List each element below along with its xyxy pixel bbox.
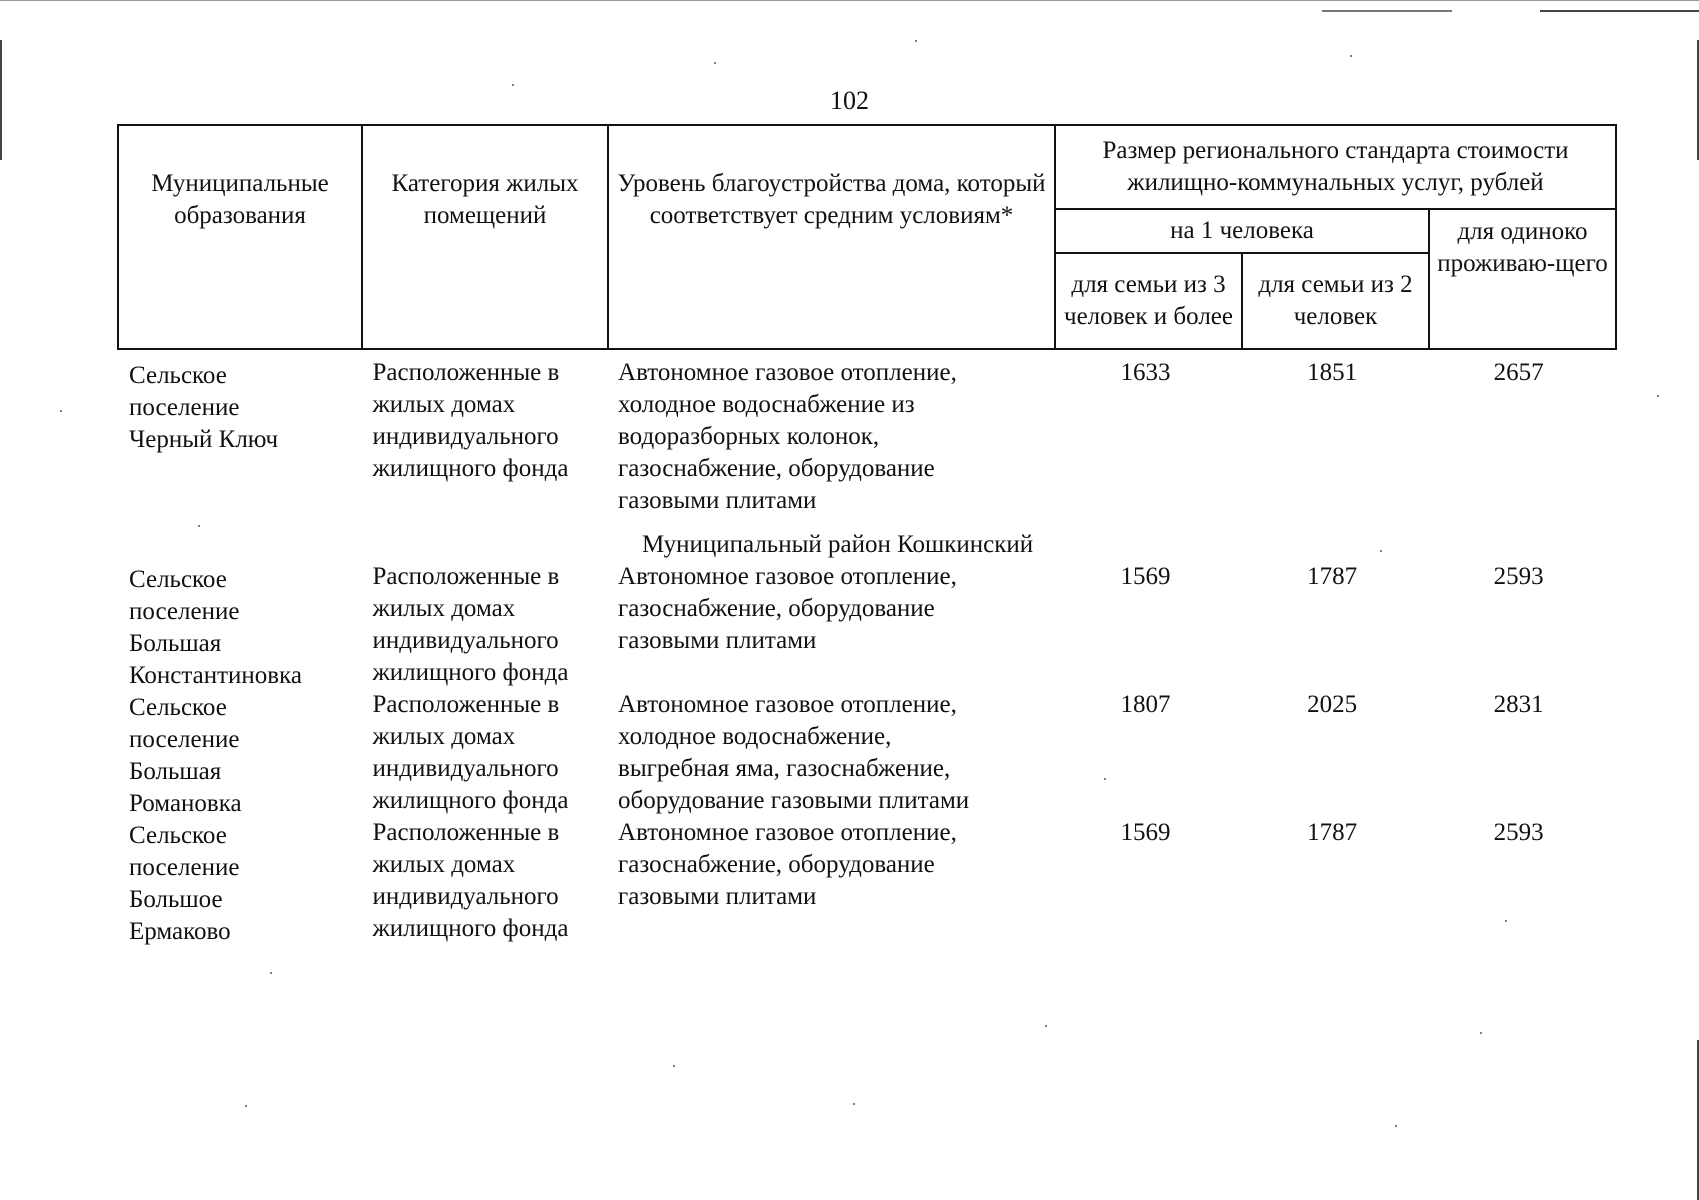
cell-family3: 1807 — [1120, 691, 1171, 718]
scan-speck — [673, 1065, 675, 1067]
scan-speck — [1045, 1025, 1047, 1027]
header-family3-label: для семьи из 3 человек и более — [1064, 271, 1233, 330]
cell-single: 2831 — [1493, 691, 1544, 718]
header-level — [608, 125, 1055, 349]
header-municipality-label: Муниципальные образования — [151, 170, 329, 229]
scan-speck — [270, 972, 272, 974]
cell-family2: 1787 — [1307, 819, 1358, 846]
cell-family3: 1569 — [1120, 819, 1171, 846]
header-single — [1429, 209, 1616, 349]
cell-category: Расположенные в жилых домах индивидуального жилищного фонда — [372, 691, 569, 814]
cell-level: Автономное газовое отопление, холодное водоснабжение из водоразборных колонок, газоснабжение, оборудование газовыми плитами — [618, 359, 957, 514]
scan-edge-line — [0, 40, 2, 160]
cell-family2: 2025 — [1307, 691, 1358, 718]
scan-speck — [714, 62, 716, 64]
scan-speck — [1480, 1032, 1482, 1034]
scan-speck — [915, 40, 917, 42]
cell-category: Расположенные в жилых домах индивидуального жилищного фонда — [372, 359, 569, 482]
header-category-label: Категория жилых помещений — [391, 170, 579, 229]
cell-family2: 1851 — [1307, 359, 1358, 386]
cell-family3: 1569 — [1120, 563, 1171, 590]
header-per-person-label: на 1 человека — [1170, 217, 1314, 244]
table-body — [117, 357, 1612, 945]
header-size — [1055, 125, 1616, 209]
table-header — [117, 124, 1617, 350]
cell-municipality: Сельское поселение Черный Ключ — [129, 362, 279, 453]
header-family3 — [1055, 253, 1242, 349]
scan-speck — [1657, 395, 1659, 397]
cell-level: Автономное газовое отопление, газоснабжение, оборудование газовыми плитами — [618, 819, 957, 910]
header-family2 — [1242, 253, 1429, 349]
scan-speck — [1395, 1125, 1397, 1127]
header-category — [362, 125, 608, 349]
scan-speck — [60, 410, 62, 412]
cell-level: Автономное газовое отопление, холодное водоснабжение, выгребная яма, газоснабжение, оборудование газовыми плитами — [618, 691, 970, 814]
header-single-label: для одиноко проживаю-щего — [1437, 218, 1608, 277]
cell-single: 2593 — [1493, 819, 1544, 846]
cell-single: 2657 — [1493, 359, 1544, 386]
header-level-label: Уровень благоустройства дома, который соответствует средним условиям* — [617, 170, 1046, 229]
cell-category: Расположенные в жилых домах индивидуального жилищного фонда — [372, 819, 569, 942]
scan-speck — [853, 1103, 855, 1105]
scan-edge-line — [1322, 10, 1452, 12]
cell-family2: 1787 — [1307, 563, 1358, 590]
cell-municipality: Сельское поселение Большая Романовка — [129, 694, 242, 817]
cell-municipality: Сельское поселение Большая Константиновка — [129, 566, 302, 689]
scan-speck — [1350, 55, 1352, 57]
scan-speck — [245, 1105, 247, 1107]
cell-municipality: Сельское поселение Большое Ермаково — [129, 822, 240, 945]
table-row — [117, 817, 1612, 945]
cell-category: Расположенные в жилых домах индивидуального жилищного фонда — [372, 563, 569, 686]
header-municipality — [118, 125, 362, 349]
scan-edge-line — [0, 0, 1699, 1]
table-row — [117, 357, 1612, 521]
table-row — [117, 689, 1612, 817]
page-number: 102 — [830, 86, 869, 115]
scan-speck — [512, 84, 514, 86]
district-title: Муниципальный район Кошкинский — [642, 531, 1034, 558]
cell-family3: 1633 — [1120, 359, 1171, 386]
header-size-label: Размер регионального стандарта стоимости жилищно-коммунальных услуг, рублей — [1102, 137, 1569, 196]
scan-edge-line — [1540, 10, 1699, 12]
header-family2-label: для семьи из 2 человек — [1258, 271, 1413, 330]
table-row — [117, 561, 1612, 689]
cell-single: 2593 — [1493, 563, 1544, 590]
header-per-person — [1055, 209, 1429, 253]
cell-level: Автономное газовое отопление, газоснабжение, оборудование газовыми плитами — [618, 563, 957, 654]
